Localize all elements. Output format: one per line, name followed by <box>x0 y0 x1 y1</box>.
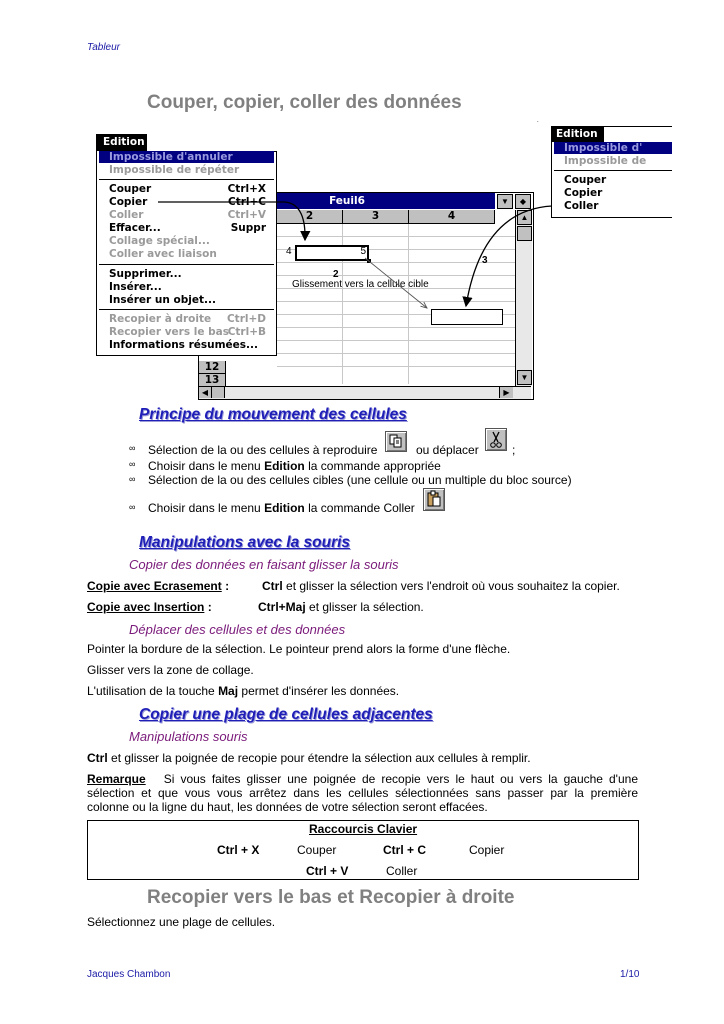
heading-principe: Principe du mouvement des cellules <box>139 406 407 423</box>
menu-item-informations[interactable]: Informations résumées... <box>109 339 259 351</box>
shortcut-value-couper: Couper <box>297 843 337 857</box>
paragraph-selectionnez: Sélectionnez une plage de cellules. <box>87 915 276 929</box>
menu-right-item-coller[interactable]: Coller <box>564 200 599 212</box>
copie-insertion-text: Ctrl+Maj et glisser la sélection. <box>258 600 424 614</box>
column-header-3[interactable]: 3 <box>343 210 409 224</box>
copie-ecrasement-label: Copie avec Ecrasement : <box>87 579 230 593</box>
heading-recopier: Recopier vers le bas et Recopier à droite <box>147 887 515 908</box>
row-header-13[interactable]: 13 <box>199 374 226 387</box>
bullet-2: ∞ Choisir dans le menu Edition la commande appropriée <box>129 459 441 473</box>
bullet-1-mid: ou déplacer <box>416 443 479 457</box>
menu-item-recopier-droite[interactable]: Recopier à droite <box>109 313 212 325</box>
menu-item-inserer[interactable]: Insérer... <box>109 281 162 293</box>
footer-page: 1/10 <box>620 969 640 980</box>
cell-start-label: 4 <box>286 246 292 257</box>
bullet-glyph: ∞ <box>129 443 136 453</box>
menu-item-couper[interactable]: Couper <box>109 183 152 195</box>
heading-plage-adjacente: Copier une plage de cellules adjacentes <box>139 706 433 723</box>
restore-icon[interactable]: ◆ <box>515 194 531 209</box>
menu-item-coller-liaison[interactable]: Coller avec liaison <box>109 248 217 260</box>
menu-item-copier[interactable]: Copier <box>109 196 148 208</box>
scroll-up-icon[interactable]: ▲ <box>517 210 532 225</box>
copie-insertion-label: Copie avec Insertion : <box>87 600 212 614</box>
step-label-3: 3 <box>482 255 488 266</box>
sheet-title: Feuil6 <box>199 193 495 209</box>
bullet-1-text: Sélection de la ou des cellules à reproduire <box>148 443 378 457</box>
paragraph-ctrl-poignee: Ctrl et glisser la poignée de recopie pour étendre la sélection aux cellules à remplir. <box>87 751 531 765</box>
shortcut-value-coller: Coller <box>386 864 418 878</box>
menu-item-impossible-repeter[interactable]: Impossible de répéter <box>109 164 240 176</box>
shortcut-key-c: Ctrl + C <box>383 843 427 857</box>
menu-item-inserer-objet[interactable]: Insérer un objet... <box>109 294 216 306</box>
menu-right-item-couper[interactable]: Couper <box>564 174 607 186</box>
menu-item-impossible-annuler[interactable]: Impossible d'annuler <box>99 151 274 163</box>
page-title: Couper, copier, coller des données <box>147 92 462 113</box>
drag-caption: Glissement vers la cellule cible <box>292 279 429 290</box>
menu-title[interactable]: Edition <box>96 134 155 151</box>
shortcut-key-v: Ctrl + V <box>306 864 349 878</box>
shortcut-recopier-bas: Ctrl+B <box>227 326 266 338</box>
menu-item-effacer[interactable]: Effacer... <box>109 222 161 234</box>
shortcut-key-x: Ctrl + X <box>217 843 260 857</box>
shortcut-couper: Ctrl+X <box>227 183 266 195</box>
bullet-4: ∞ Choisir dans le menu Edition la commande Coller <box>129 501 415 515</box>
bullet-3: ∞ Sélection de la ou des cellules cibles (une cellule ou un multiple du bloc source) <box>129 473 572 487</box>
paragraph-pointer: Pointer la bordure de la sélection. Le pointeur prend alors la forme d'une flèche. <box>87 642 511 656</box>
cut-icon[interactable] <box>485 428 507 451</box>
shortcut-recopier-droite: Ctrl+D <box>226 313 266 325</box>
shortcut-coller: Ctrl+V <box>227 209 266 221</box>
subheading-manipulations-souris: Manipulations souris <box>129 729 248 744</box>
column-header-4[interactable]: 4 <box>409 210 495 224</box>
menu-item-recopier-bas[interactable]: Recopier vers le bas <box>109 326 229 338</box>
copy-icon[interactable] <box>385 431 407 452</box>
header-tag: Tableur <box>87 42 120 53</box>
menu-item-supprimer[interactable]: Supprimer... <box>109 268 182 280</box>
bullet-1-end: ; <box>512 443 516 457</box>
illustration-arrows <box>0 0 724 400</box>
cell-end-label: 5 <box>360 246 366 257</box>
shortcut-effacer: Suppr <box>230 222 266 234</box>
footer-author: Jacques Chambon <box>87 969 171 980</box>
menu-right-item-repeter[interactable]: Impossible de <box>564 155 647 167</box>
heading-manipulations: Manipulations avec la souris <box>139 534 351 551</box>
menu-item-coller[interactable]: Coller <box>109 209 144 221</box>
scroll-right-icon[interactable]: ▶ <box>499 387 513 398</box>
step-label-2: 2 <box>333 269 339 280</box>
remark-line-2: sélection et que vous vous arrêtez dans les cellules sélectionnées sans passer par la première <box>87 786 638 800</box>
menu-right-title[interactable]: Edition <box>551 126 604 142</box>
shortcuts-table <box>87 820 639 880</box>
remark-line-1: Remarque Si vous faites glisser une poignée de recopie vers le haut ou vers la gauche d'une <box>87 772 638 786</box>
menu-item-collage-special[interactable]: Collage spécial... <box>109 235 210 247</box>
menu-right-item-annuler[interactable]: Impossible d' <box>554 142 672 154</box>
row-header-12[interactable]: 12 <box>199 361 226 374</box>
menu-right-item-copier[interactable]: Copier <box>564 187 603 199</box>
paragraph-glisser: Glisser vers la zone de collage. <box>87 663 254 677</box>
paragraph-maj: L'utilisation de la touche Maj permet d'insérer les données. <box>87 684 400 698</box>
minimize-icon[interactable]: ▼ <box>497 194 513 209</box>
subheading-copier-glisser: Copier des données en faisant glisser la souris <box>129 557 399 572</box>
scroll-down-icon[interactable]: ▼ <box>517 370 532 385</box>
shortcut-value-copier: Copier <box>469 843 505 857</box>
remark-line-3: colonne ou la ligne du haut, les données de votre sélection seront effacées. <box>87 800 488 814</box>
column-header-2[interactable]: 2 <box>277 210 343 224</box>
shortcuts-title: Raccourcis Clavier <box>309 822 418 836</box>
shortcut-copier: Ctrl+C <box>227 196 266 208</box>
subheading-deplacer: Déplacer des cellules et des données <box>129 622 346 637</box>
copie-ecrasement-text: Ctrl et glisser la sélection vers l'endroit où vous souhaitez la copier. <box>262 579 620 593</box>
paste-icon[interactable] <box>423 488 445 511</box>
scroll-left-icon[interactable]: ◀ <box>199 387 212 398</box>
